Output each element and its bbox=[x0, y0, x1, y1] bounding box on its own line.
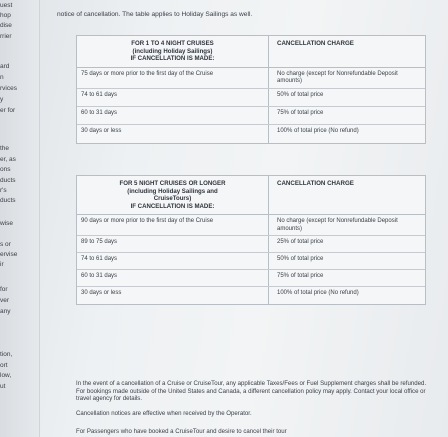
table-row: 30 days or less 100% of total price (No refund) bbox=[77, 125, 425, 143]
margin-fragment: uest bbox=[0, 2, 13, 9]
margin-fragment: er, as bbox=[0, 156, 16, 163]
margin-fragment: any bbox=[0, 308, 11, 315]
table-row: 74 to 61 days 50% of total price bbox=[77, 253, 425, 270]
cancellation-table-short bbox=[76, 35, 426, 144]
margin-fragment: ort bbox=[0, 362, 8, 369]
margin-fragment: tion, bbox=[0, 351, 13, 358]
cancellation-table-long bbox=[76, 175, 426, 305]
margin-fragment: ducts bbox=[0, 177, 16, 184]
table-header-duration: FOR 1 TO 4 NIGHT CRUISES (including Holiday Sailings) IF CANCELLATION IS MADE: bbox=[77, 36, 269, 67]
table-row: 75 days or more prior to the first day of the Cruise No charge (except for Nonrefundable Deposit amounts) bbox=[77, 68, 425, 89]
margin-fragment: ver bbox=[0, 297, 10, 304]
margin-fragment: ons bbox=[0, 166, 11, 173]
table-row: 89 to 75 days 25% of total price bbox=[77, 236, 425, 253]
table-row: 30 days or less 100% of total price (No refund) bbox=[77, 287, 425, 304]
margin-fragment: n bbox=[0, 74, 4, 81]
cruisetour-paragraph: For Passengers who have booked a CruiseTour and desire to cancel their tour bbox=[76, 428, 287, 435]
margin-fragment: ut bbox=[0, 383, 6, 390]
margin-fragment: er for bbox=[0, 107, 16, 114]
margin-fragment: y bbox=[0, 96, 4, 103]
margin-fragment: dise bbox=[0, 22, 12, 29]
margin-fragment: ard bbox=[0, 63, 10, 70]
margin-fragment: low, bbox=[0, 372, 12, 379]
table-row: 74 to 61 days 50% of total price bbox=[77, 89, 425, 107]
margin-fragment: s or bbox=[0, 241, 11, 248]
margin-fragment: ervise bbox=[0, 251, 18, 258]
table-header bbox=[77, 176, 425, 215]
notice-paragraph: Cancellation notices are effective when received by the Operator. bbox=[76, 410, 252, 417]
margin-fragment: wise bbox=[0, 220, 14, 227]
table-row: 90 days or more prior to the first day of the Cruise No charge (except for Nonrefundable Deposit amounts) bbox=[77, 215, 425, 236]
margin-fragment: for bbox=[0, 286, 8, 293]
table-row: 60 to 31 days 75% of total price bbox=[77, 270, 425, 287]
table-header-charge: CANCELLATION CHARGE bbox=[277, 40, 354, 47]
adjacent-page-margin bbox=[0, 0, 40, 437]
margin-fragment: rvices bbox=[0, 85, 17, 92]
margin-fragment: ir bbox=[0, 261, 4, 268]
lead-text: notice of cancellation. The table applies to Holiday Sailings as well. bbox=[57, 11, 253, 18]
margin-fragment: ducts bbox=[0, 197, 16, 204]
table-header-charge: CANCELLATION CHARGE bbox=[277, 180, 354, 187]
margin-fragment: the bbox=[0, 145, 10, 152]
table-header-duration: FOR 5 NIGHT CRUISES OR LONGER (including Holiday Sailings and CruiseTours) IF CANCELLATION IS MADE: bbox=[77, 176, 269, 214]
refund-paragraph: In the event of a cancellation of a Cruise or CruiseTour, any applicable Taxes/Fees or Fuel Supplement charges shall be refunded. For bookings made outside of the United States and Canada, a different cancellation policy may apply. Contact your local office or travel agency for details. bbox=[76, 380, 427, 403]
margin-fragment: hop bbox=[0, 12, 11, 19]
table-row: 60 to 31 days 75% of total price bbox=[77, 107, 425, 125]
table-header bbox=[77, 36, 425, 68]
margin-fragment: rrier bbox=[0, 33, 12, 40]
margin-fragment: r's bbox=[0, 187, 7, 194]
